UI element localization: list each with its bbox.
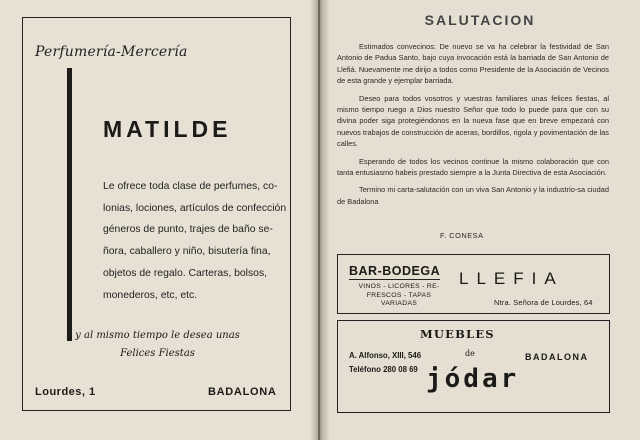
description-line: monederos, etc, etc. [103,289,198,301]
bar-title: BAR-BODEGA [349,264,441,278]
letter-title: SALUTACION [424,12,536,28]
perfumeria-advertisement [22,17,291,411]
offering-line: FRESCOS - TAPAS [366,291,432,299]
description-line: ñora, caballero y niño, bisutería fina, [103,246,271,258]
bar-name: LLEFIA [459,269,564,288]
offering-line: VARIADAS [380,300,418,307]
shop-brand-name: MATILDE [103,116,232,142]
muebles-de: de [465,349,475,358]
description-line: lonias, lociones, artículos de confección [103,202,287,214]
description-line: Le ofrece toda clase de perfumes, co- [103,181,278,192]
letter-body [337,41,609,213]
bar-bodega-advertisement [337,254,610,314]
letter-paragraph: Estimados convecinos: De nuevo se va ha celebrar la festividad de San Antonio de Padua Santo, bajo cuya invocación está la barriada de San Antonio de Llefiá. Nuevamente me dirijo a todos como Presidente de la Asociación de Vecinos de esta grande y ejemplar barriada. [337,42,609,86]
bar-offerings [349,283,449,309]
muebles-contact [349,349,421,377]
description-line: géneros de punto, trajes de baño se- [103,224,273,236]
description-line: objetos de regalo. Carteras, bolsos, [103,267,268,279]
offering-line: VINOS - LICORES - RE- [358,283,440,290]
muebles-title: MUEBLES [420,327,495,341]
shop-address: Lourdes, 1 [35,386,96,398]
letter-paragraph: Deseo para todos vosotros y vuestras familiares unas felices fiestas, al mismo tiempo ruego a Dios nuestro Señor que todo lo puede para que con su divina poder siga protegiéndonos en la nueva fase que en breve empezará con nuevos trabajos de construcción de aceras, bordillos, rigola y povimentación de las calles. [337,93,609,149]
vertical-rule [67,68,72,341]
greeting-tagline [23,327,292,363]
muebles-city: BADALONA [525,352,589,362]
tagline-line-2: Felices Fiestas [120,348,195,359]
letter-paragraph: Esperando de todos los vecinos continue la mismo colaboración que con tanta entusiasmo habeis prestado siempre a la Junta Directiva de esta Asociación. [337,156,609,178]
muebles-advertisement [337,320,610,413]
muebles-address: A. Alfonso, XIII, 546 [349,351,422,360]
tagline-line-1: y al mismo tiempo le desea unas [75,330,240,341]
muebles-phone: Teléfono 280 08 69 [349,365,418,374]
shop-city: BADALONA [208,386,277,398]
shop-type-title: Perfumería-Mercería [35,44,188,60]
muebles-name: jódar [426,364,520,394]
letter-paragraph: Termino mi carta-salutación con un viva San Antonio y la industrio-sa ciudad de Badalona [337,185,609,206]
bar-address: Ntra. Señora de Lourdes, 64 [494,298,593,307]
shop-description [103,176,287,306]
letter-signature: F. CONESA [440,231,484,240]
